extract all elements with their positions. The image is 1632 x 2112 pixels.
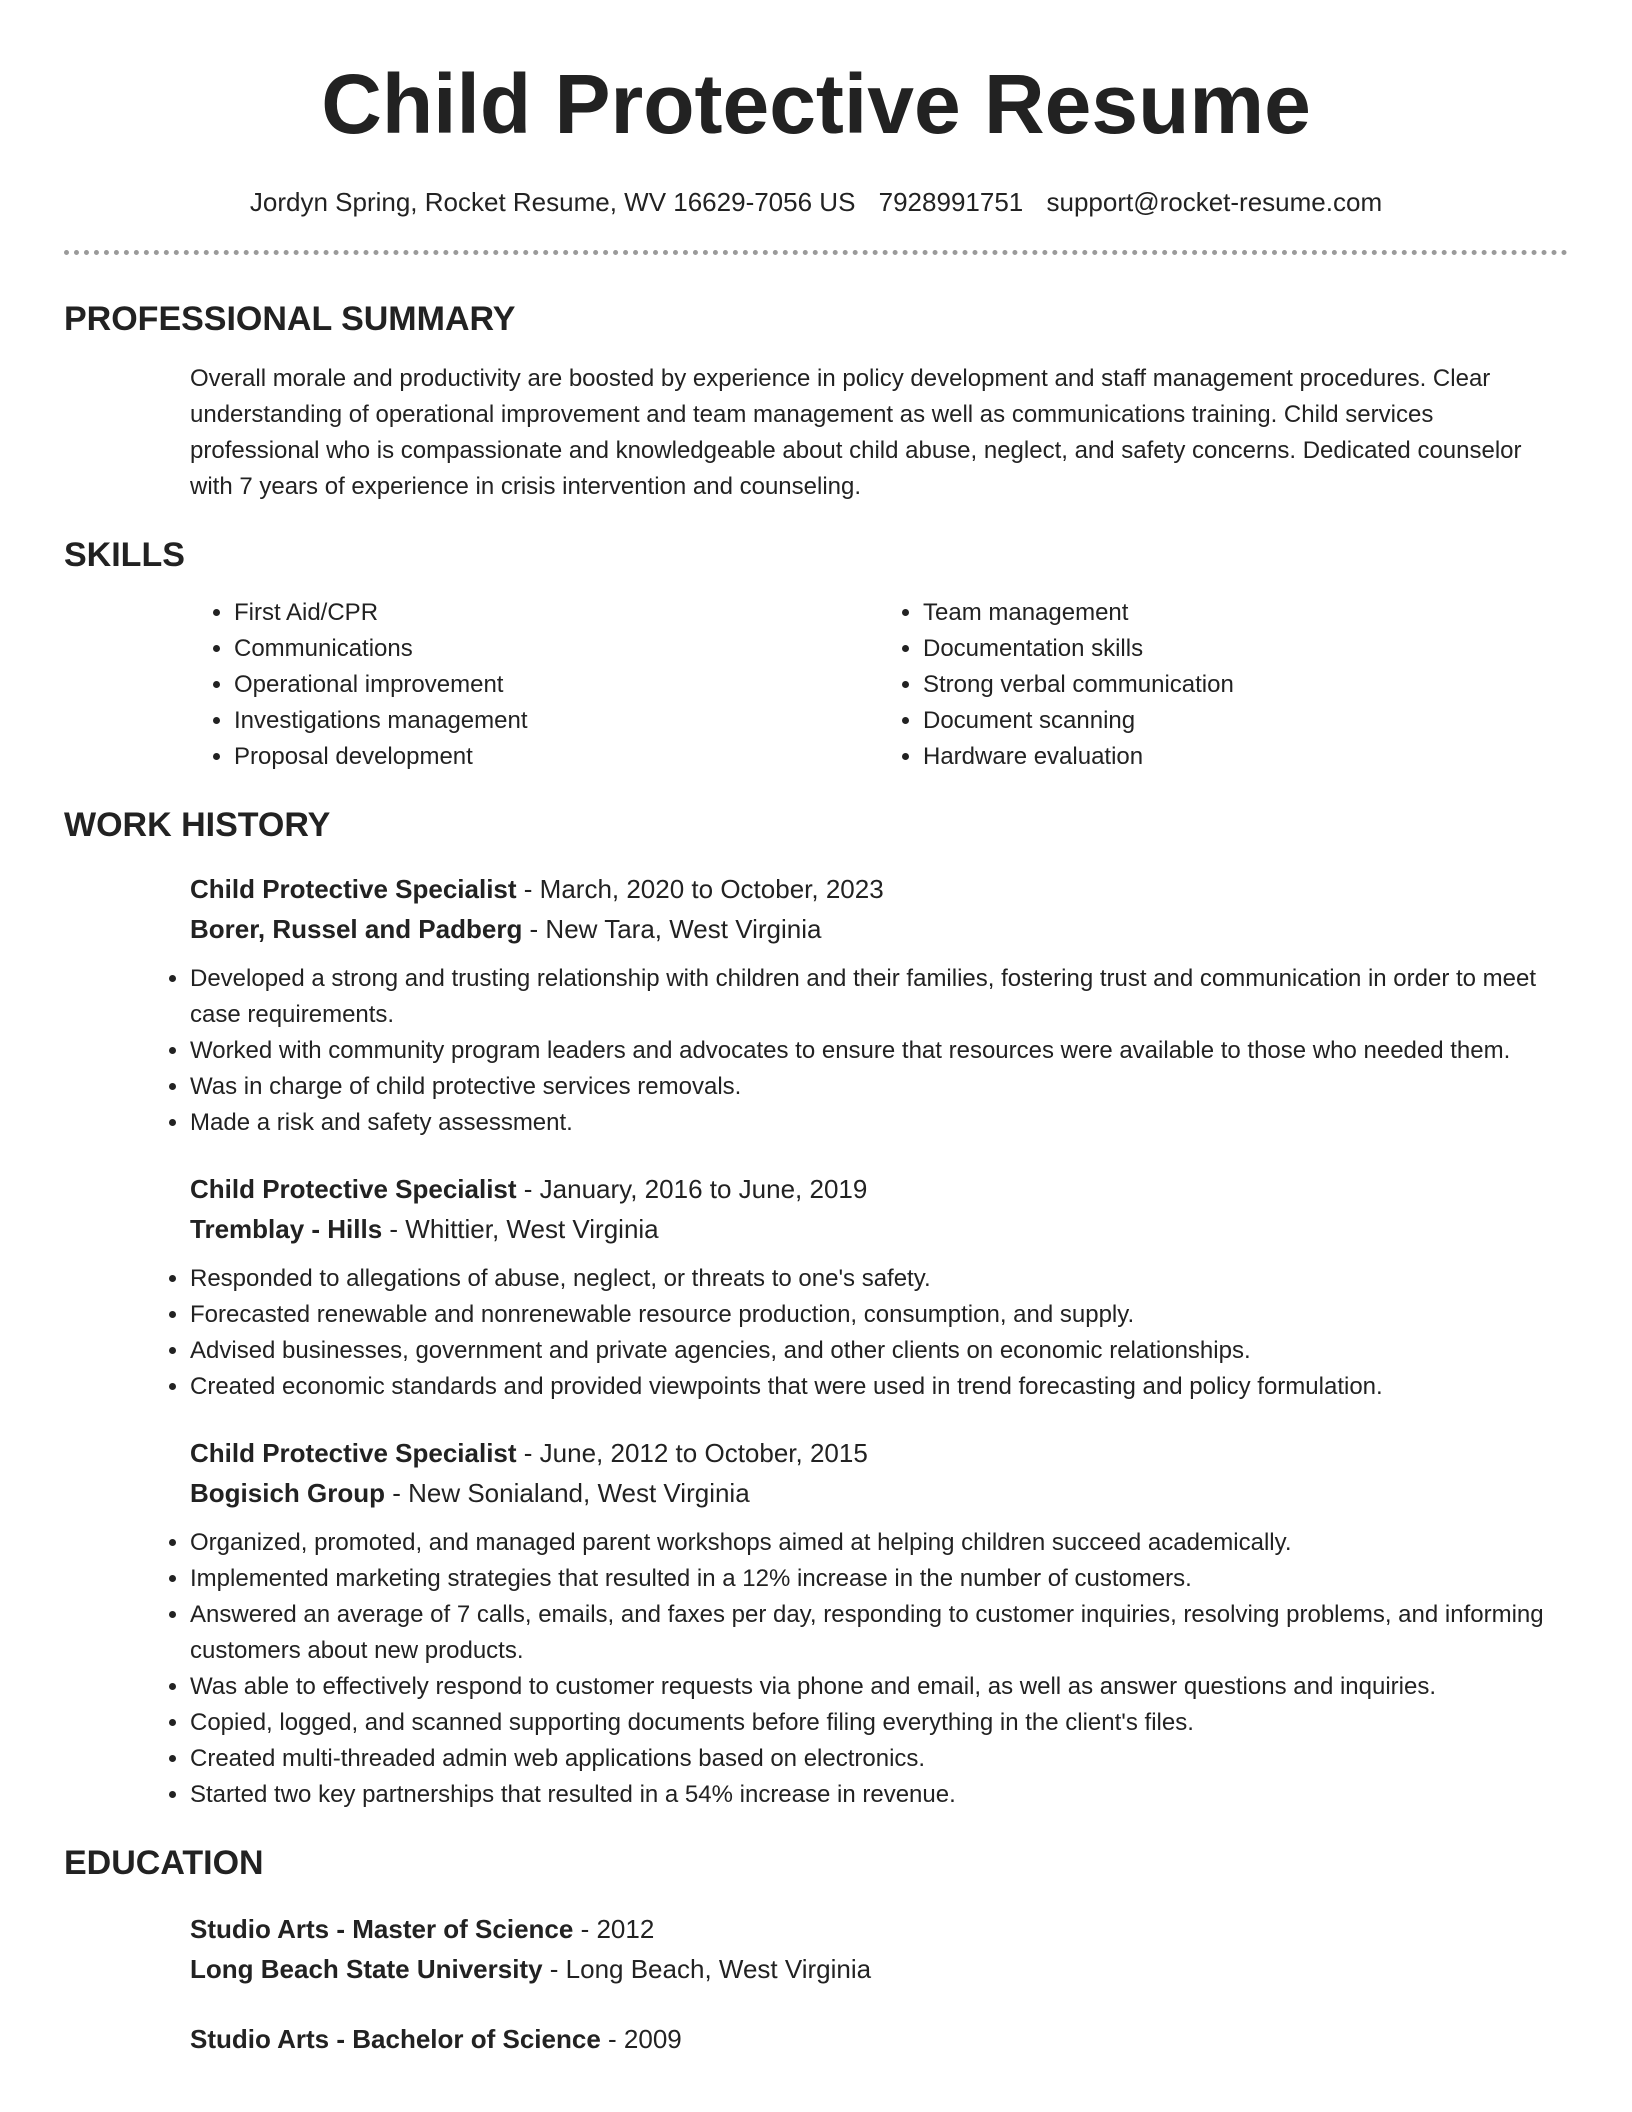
job-company: Tremblay - Hills bbox=[190, 1214, 383, 1244]
job-title: Child Protective Specialist bbox=[190, 874, 517, 904]
job-title: Child Protective Specialist bbox=[190, 1438, 517, 1468]
summary-text: Overall morale and productivity are boosted by experience in policy development and staff management procedures. Clear understanding of operational improvement and team management as well as communications training. Child services professional who is compassionate and knowledgeable about child abuse, neglect, and safety concerns. Dedicated counselor with 7 years of experience in crisis intervention and counseling. bbox=[190, 365, 1522, 500]
skills-list-right bbox=[879, 595, 1568, 775]
skill-item: • Proposal development bbox=[234, 739, 879, 775]
education-school-line bbox=[190, 1949, 1568, 1989]
job-bullet: • Answered an average of 7 calls, emails, and faxes per day, responding to customer inquiries, resolving problems, and informing customers about new products. bbox=[190, 1597, 1568, 1669]
skill-item: • Operational improvement bbox=[234, 667, 879, 703]
job-bullet: • Advised businesses, government and private agencies, and other clients on economic relationships. bbox=[190, 1333, 1568, 1369]
education-school: Long Beach State University bbox=[190, 1954, 543, 1984]
job-bullet: • Forecasted renewable and nonrenewable resource production, consumption, and supply. bbox=[190, 1297, 1568, 1333]
job-bullet: • Copied, logged, and scanned supporting documents before filing everything in the client's files. bbox=[190, 1705, 1568, 1741]
resume-title: Child Protective Resume bbox=[321, 57, 1311, 151]
contact-email: support@rocket-resume.com bbox=[1046, 187, 1383, 217]
job-company-line bbox=[190, 1473, 1568, 1513]
skill-item: • First Aid/CPR bbox=[234, 595, 879, 631]
contact-phone: 7928991751 bbox=[878, 187, 1024, 217]
skills-list-left bbox=[190, 595, 879, 775]
section-heading-skills: SKILLS bbox=[64, 536, 185, 574]
job-bullet: • Made a risk and safety assessment. bbox=[190, 1105, 1568, 1141]
job-dates: - March, 2020 to October, 2023 bbox=[516, 874, 884, 904]
job-company-line bbox=[190, 1209, 1568, 1249]
job-location: - Whittier, West Virginia bbox=[382, 1214, 659, 1244]
job-dates: - January, 2016 to June, 2019 bbox=[516, 1174, 868, 1204]
job-bullet: • Responded to allegations of abuse, neglect, or threats to one's safety. bbox=[190, 1261, 1568, 1297]
education-degree: Studio Arts - Bachelor of Science bbox=[190, 2024, 601, 2054]
skill-item: • Strong verbal communication bbox=[923, 667, 1568, 703]
job-entry bbox=[190, 1433, 1568, 1813]
job-bullets bbox=[146, 1525, 1568, 1813]
job-bullets bbox=[146, 1261, 1568, 1405]
section-heading-summary: PROFESSIONAL SUMMARY bbox=[64, 300, 516, 338]
job-bullets bbox=[146, 961, 1568, 1141]
job-bullet: • Implemented marketing strategies that resulted in a 12% increase in the number of customers. bbox=[190, 1561, 1568, 1597]
contact-line bbox=[64, 186, 1568, 218]
job-title-line bbox=[190, 869, 1568, 909]
contact-address: Jordyn Spring, Rocket Resume, WV 16629-7056 US bbox=[249, 187, 856, 217]
skill-item: • Team management bbox=[923, 595, 1568, 631]
education-section bbox=[64, 1843, 1568, 2059]
job-company: Borer, Russel and Padberg bbox=[190, 914, 523, 944]
skills-columns bbox=[190, 595, 1568, 775]
job-bullet: • Organized, promoted, and managed parent workshops aimed at helping children succeed academically. bbox=[190, 1525, 1568, 1561]
job-title-line bbox=[190, 1433, 1568, 1473]
job-bullet: • Created economic standards and provided viewpoints that were used in trend forecasting and policy formulation. bbox=[190, 1369, 1568, 1405]
skill-item: • Investigations management bbox=[234, 703, 879, 739]
job-location: - New Tara, West Virginia bbox=[522, 914, 822, 944]
job-bullet: • Worked with community program leaders and advocates to ensure that resources were available to those who needed them. bbox=[190, 1033, 1568, 1069]
section-heading-work: WORK HISTORY bbox=[64, 806, 331, 844]
header-divider bbox=[64, 250, 1568, 255]
job-company: Bogisich Group bbox=[190, 1478, 385, 1508]
skill-item: • Communications bbox=[234, 631, 879, 667]
skill-item: • Document scanning bbox=[923, 703, 1568, 739]
job-dates: - June, 2012 to October, 2015 bbox=[516, 1438, 868, 1468]
skill-item: • Documentation skills bbox=[923, 631, 1568, 667]
job-company-line bbox=[190, 909, 1568, 949]
job-location: - New Sonialand, West Virginia bbox=[385, 1478, 750, 1508]
job-bullet: • Created multi-threaded admin web applications based on electronics. bbox=[190, 1741, 1568, 1777]
education-entry bbox=[190, 2019, 1568, 2059]
job-bullet: • Developed a strong and trusting relationship with children and their families, fostering trust and communication in order to meet case requirements. bbox=[190, 961, 1568, 1033]
job-bullet: • Was in charge of child protective services removals. bbox=[190, 1069, 1568, 1105]
education-entry bbox=[190, 1909, 1568, 1989]
education-degree-line bbox=[190, 2019, 1568, 2059]
education-year: - 2009 bbox=[600, 2024, 682, 2054]
skill-item: • Hardware evaluation bbox=[923, 739, 1568, 775]
skills-section bbox=[64, 535, 1568, 775]
education-degree-line bbox=[190, 1909, 1568, 1949]
job-bullet: • Was able to effectively respond to customer requests via phone and email, as well as answer questions and inquiries. bbox=[190, 1669, 1568, 1705]
job-entry bbox=[190, 869, 1568, 1141]
job-entry bbox=[190, 1169, 1568, 1405]
education-degree: Studio Arts - Master of Science bbox=[190, 1914, 574, 1944]
job-bullet: • Started two key partnerships that resulted in a 54% increase in revenue. bbox=[190, 1777, 1568, 1813]
section-heading-education: EDUCATION bbox=[64, 1844, 264, 1882]
professional-summary-section bbox=[64, 299, 1568, 505]
work-history-section bbox=[64, 805, 1568, 1813]
job-title-line bbox=[190, 1169, 1568, 1209]
job-title: Child Protective Specialist bbox=[190, 1174, 517, 1204]
education-year: - 2012 bbox=[573, 1914, 655, 1944]
education-location: - Long Beach, West Virginia bbox=[542, 1954, 872, 1984]
